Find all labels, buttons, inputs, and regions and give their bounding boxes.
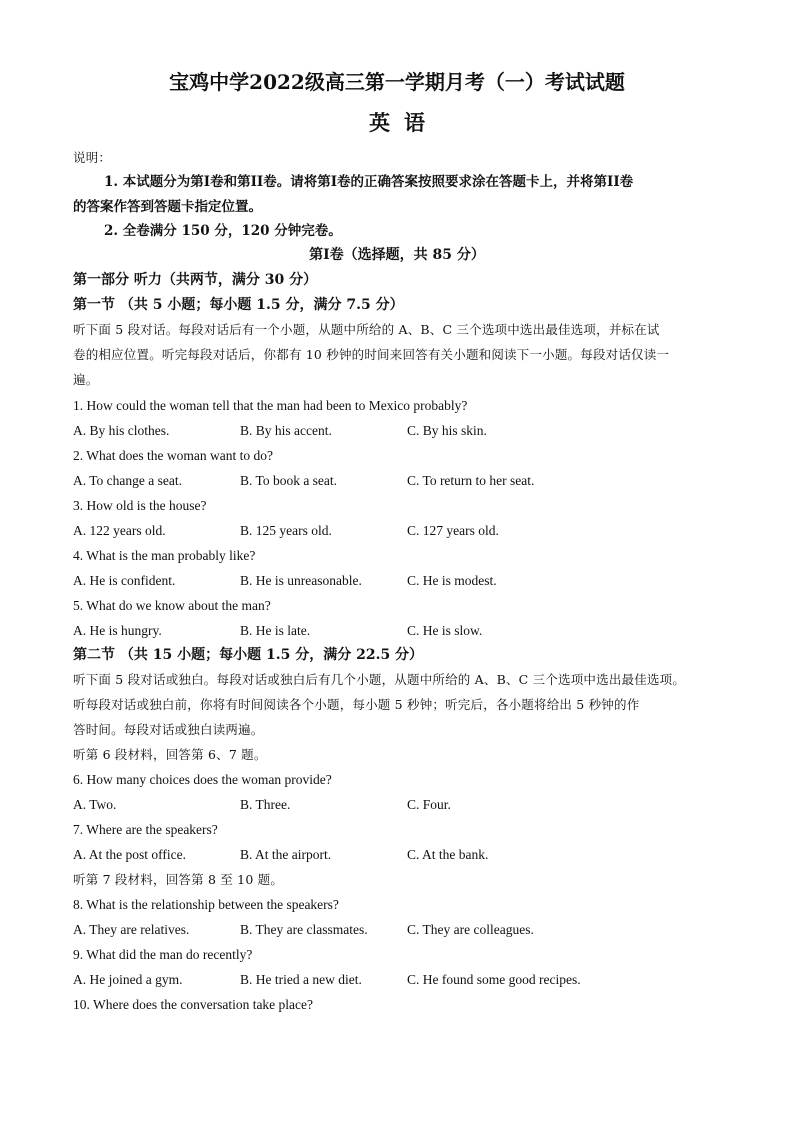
question-10: 10. Where does the conversation take place? (73, 997, 314, 1012)
q3-option-c: C. 127 years old. (407, 523, 499, 538)
q4-option-b: B. He is unreasonable. (240, 573, 362, 588)
subject-title: 英语 (369, 110, 439, 135)
section1-instruction-3: 遍。 (73, 372, 99, 387)
section2-instruction-3: 答时间。每段对话或独白读两遍。 (73, 722, 264, 737)
q6-option-c: C. Four. (407, 797, 451, 812)
section1-instruction-2: 卷的相应位置。听完每段对话后，你都有 10 秒钟的时间来回答有关小题和阅读下一小题。每段对话仅读一 (73, 347, 670, 362)
material-7-note: 听第 7 段材料，回答第 8 至 10 题。 (73, 872, 284, 887)
q8-option-b: B. They are classmates. (240, 922, 368, 937)
q9-option-c: C. He found some good recipes. (407, 972, 581, 987)
q9-option-b: B. He tried a new diet. (240, 972, 362, 987)
note-line-1: 1. 本试题分为第I卷和第II卷。请将第I卷的正确答案按照要求涂在答题卡上，并将第II卷 (104, 174, 634, 190)
q5-option-b: B. He is late. (240, 623, 311, 638)
question-7: 7. Where are the speakers? (73, 822, 218, 837)
question-6: 6. How many choices does the woman provide? (73, 772, 332, 787)
note-line-3: 2. 全卷满分 150 分，120 分钟完卷。 (104, 223, 342, 239)
q4-option-c: C. He is modest. (407, 573, 497, 588)
question-1: 1. How could the woman tell that the man had been to Mexico probably? (73, 398, 468, 413)
q5-option-c: C. He is slow. (407, 623, 483, 638)
question-3: 3. How old is the house? (73, 498, 207, 513)
q1-option-c: C. By his skin. (407, 423, 487, 438)
question-5: 5. What do we know about the man? (73, 598, 271, 613)
question-2: 2. What does the woman want to do? (73, 448, 273, 463)
section2-heading: 第二节 （共 15 小题；每小题 1.5 分，满分 22.5 分） (73, 647, 424, 663)
q7-option-a: A. At the post office. (73, 847, 186, 862)
section2-instruction-1: 听下面 5 段对话或独白。每段对话或独白后有几个小题，从题中所给的 A、B、C 三个选项中选出最佳选项。 (73, 672, 686, 687)
volume-heading: 第I卷（选择题，共 85 分） (309, 247, 485, 263)
q8-option-a: A. They are relatives. (73, 922, 190, 937)
q2-option-c: C. To return to her seat. (407, 473, 535, 488)
exam-title: 宝鸡中学2022级高三第一学期月考（一）考试试题 (169, 70, 625, 94)
q3-option-b: B. 125 years old. (240, 523, 332, 538)
section1-heading: 第一节 （共 5 小题；每小题 1.5 分，满分 7.5 分） (73, 297, 404, 313)
q2-option-a: A. To change a seat. (73, 473, 183, 488)
question-8: 8. What is the relationship between the speakers? (73, 897, 339, 912)
note-line-2: 的答案作答到答题卡指定位置。 (73, 199, 262, 215)
question-9: 9. What did the man do recently? (73, 947, 253, 962)
q7-option-b: B. At the airport. (240, 847, 332, 862)
q2-option-b: B. To book a seat. (240, 473, 338, 488)
q4-option-a: A. He is confident. (73, 573, 176, 588)
q8-option-c: C. They are colleagues. (407, 922, 534, 937)
question-4: 4. What is the man probably like? (73, 548, 256, 563)
q1-option-a: A. By his clothes. (73, 423, 170, 438)
q9-option-a: A. He joined a gym. (73, 972, 183, 987)
q1-option-b: B. By his accent. (240, 423, 332, 438)
q7-option-c: C. At the bank. (407, 847, 489, 862)
section1-instruction-1: 听下面 5 段对话。每段对话后有一个小题，从题中所给的 A、B、C 三个选项中选出最佳选项，并标在试 (73, 322, 660, 337)
section2-instruction-2: 听每段对话或独白前，你将有时间阅读各个小题，每小题 5 秒钟；听完后，各小题将给出 5 秒钟的作 (73, 697, 640, 712)
material-6-note: 听第 6 段材料，回答第 6、7 题。 (73, 747, 267, 762)
q6-option-b: B. Three. (240, 797, 291, 812)
q5-option-a: A. He is hungry. (73, 623, 162, 638)
q6-option-a: A. Two. (73, 797, 117, 812)
part-heading: 第一部分 听力（共两节，满分 30 分） (73, 272, 318, 288)
notes-heading: 说明： (73, 150, 112, 165)
q3-option-a: A. 122 years old. (73, 523, 166, 538)
